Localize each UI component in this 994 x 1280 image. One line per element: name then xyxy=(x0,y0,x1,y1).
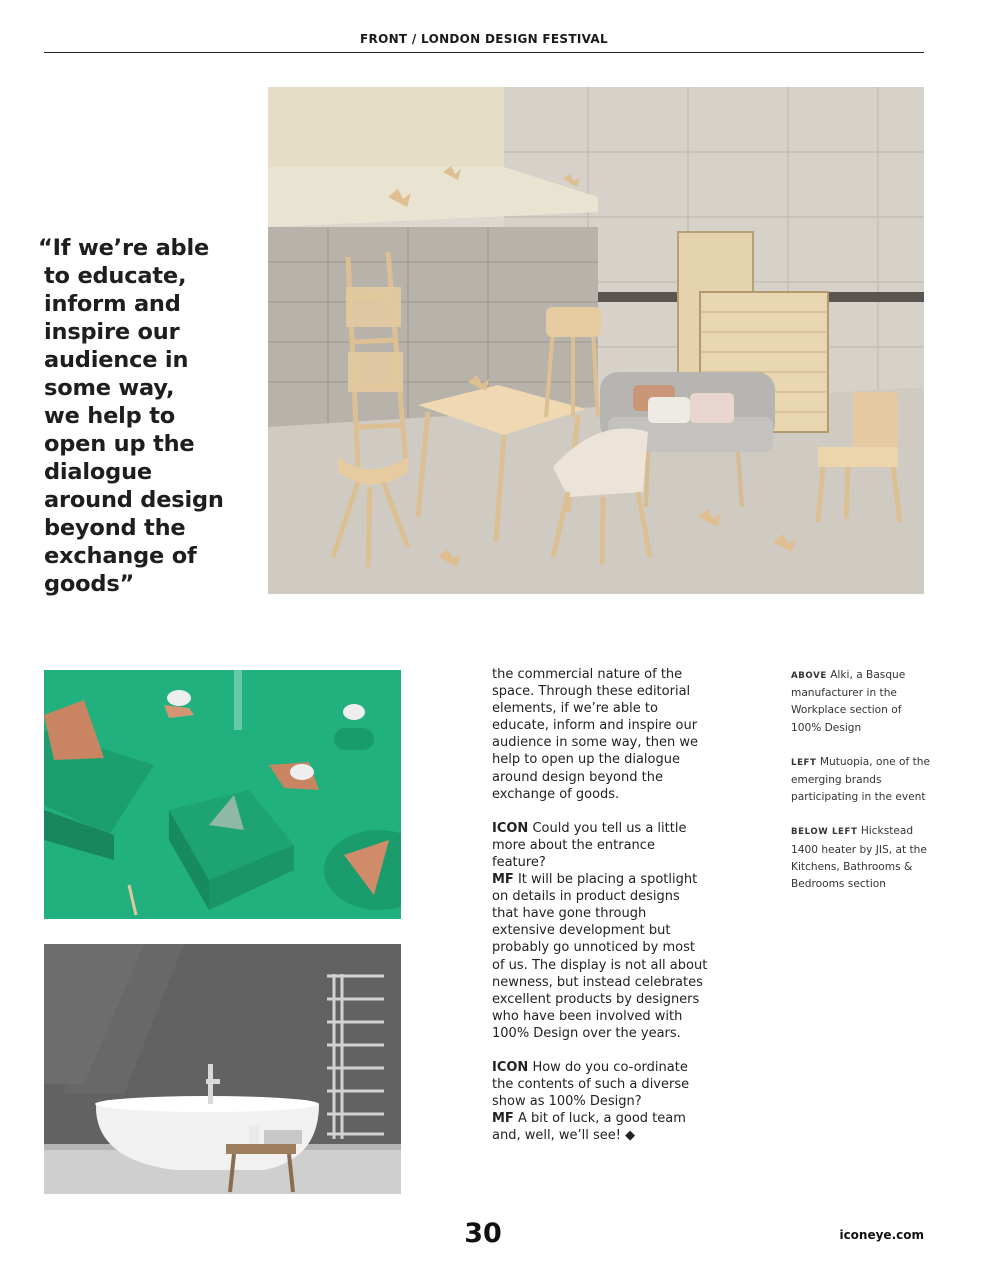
caption-label: ABOVE xyxy=(791,671,827,681)
caption-text: Hickstead 1400 heater by JIS, at the Kitchens, Bathrooms & Bedrooms section xyxy=(791,825,927,891)
caption-label: BELOW LEFT xyxy=(791,827,858,838)
caption-left xyxy=(791,754,931,807)
pull-quote-line: we help to xyxy=(44,403,176,429)
caption-label: LEFT xyxy=(791,757,817,768)
question-text: How do you co-ordinate the contents of such a diverse show as 100% Design? xyxy=(492,1059,690,1110)
section-header xyxy=(44,32,924,53)
pull-quote-line: beyond the xyxy=(44,515,186,541)
pull-quote-line: to educate, xyxy=(44,263,187,289)
speaker-mf-label: MF xyxy=(492,872,514,888)
question-text: Could you tell us a little more about the entrance feature? xyxy=(492,820,687,870)
caption-above xyxy=(791,667,931,737)
end-mark-icon: ◆ xyxy=(625,1128,636,1144)
pull-quote-line: some way, xyxy=(44,375,175,401)
pull-quote xyxy=(38,234,258,598)
pull-quote-line: around design xyxy=(44,487,224,513)
section-label: FRONT / LONDON DESIGN FESTIVAL xyxy=(360,32,608,46)
speaker-mf-label: MF xyxy=(492,1111,514,1127)
mutuopia-photo xyxy=(44,670,401,919)
speaker-icon-label: ICON xyxy=(492,820,529,836)
pull-quote-line: open up the xyxy=(44,431,195,457)
answer-text: It will be placing a spotlight on details in product designs that have gone through extensive development but probably go unnoticed by most of us. The display is not all about newness, but instead celebrates excellent products by designers who have been involved with 100% Design over the years. xyxy=(492,872,708,1041)
site-url: iconeye.com xyxy=(839,1228,924,1242)
pull-quote-line: goods” xyxy=(44,571,135,597)
body-text: the commercial nature of the space. Through these editorial elements, if we’re able to educate, inform and inspire our audience in some way, then we help to open up the dialogue around design beyond the exchange of goods. xyxy=(492,667,698,802)
caption-text: Mutuopia, one of the emerging brands participating in the event xyxy=(791,755,931,804)
answer-text: A bit of luck, a good team and, well, we’ll see! xyxy=(492,1111,686,1144)
pull-quote-line: “If we’re able xyxy=(38,235,210,261)
pull-quote-line: inspire our xyxy=(44,319,180,345)
qa-block xyxy=(492,820,710,1042)
furniture-display-photo xyxy=(268,87,924,594)
interview-body xyxy=(492,666,710,1161)
bathroom-heater-photo xyxy=(44,944,401,1194)
speaker-icon-label: ICON xyxy=(492,1059,529,1075)
pull-quote-line: inform and xyxy=(44,291,181,317)
body-paragraph xyxy=(492,666,710,803)
caption-text: Alki, a Basque manufacturer in the Workplace section of 100% Design xyxy=(791,669,906,734)
pull-quote-line: exchange of xyxy=(44,543,197,569)
photo-captions xyxy=(791,667,931,910)
caption-below-left xyxy=(791,823,931,893)
page-number: 30 xyxy=(464,1218,502,1249)
pull-quote-line: dialogue xyxy=(44,459,152,485)
pull-quote-line: audience in xyxy=(44,347,189,373)
qa-block xyxy=(492,1059,710,1144)
